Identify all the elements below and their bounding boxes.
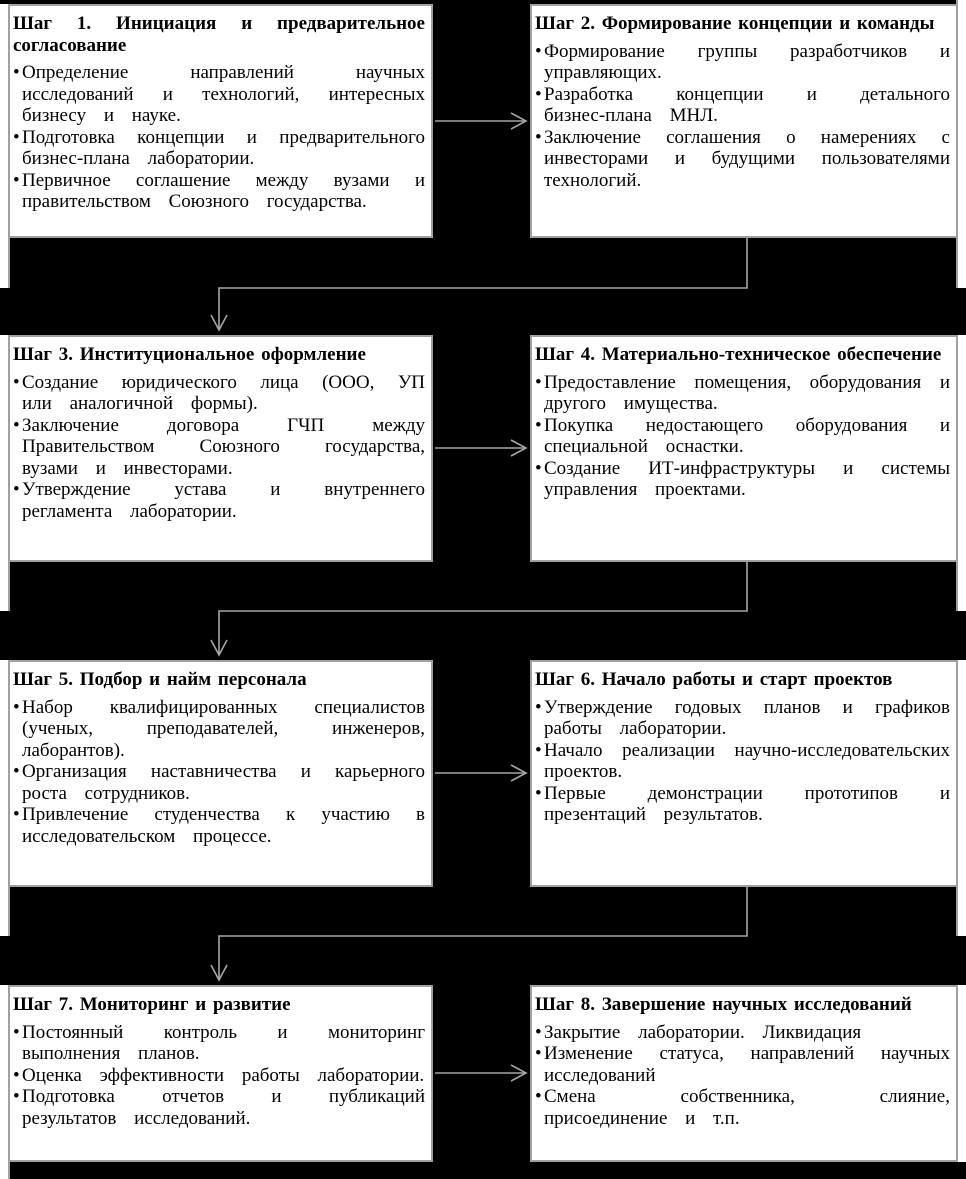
step-1-title: Шаг 1. Инициация и предварительное согласование <box>13 13 425 56</box>
step-8-title: Шаг 8. Завершение научных исследований <box>535 994 912 1015</box>
step-2-box <box>530 4 958 238</box>
step-5-box <box>8 660 433 887</box>
bullet-item: • Создание ИТ-инфраструктуры и системы управления проектами. <box>535 458 950 501</box>
bullet-item: • Начало реализации научно-исследовательских проектов. <box>535 740 950 783</box>
bullet-item: • Разработка концепции и детального бизнес-плана МНЛ. <box>535 84 950 127</box>
step-2-title: Шаг 2. Формирование концепции и команды <box>535 13 935 34</box>
bullet-item: • Организация наставничества и карьерного роста сотрудников. <box>13 761 425 804</box>
bullet-item: • Предоставление помещения, оборудования и другого имущества. <box>535 372 950 415</box>
step-3-title: Шаг 3. Институциональное оформление <box>13 344 366 365</box>
step-4-title: Шаг 4. Материально-техническое обеспечение <box>535 344 942 365</box>
step-7-title: Шаг 7. Мониторинг и развитие <box>13 994 291 1015</box>
bullet-item: • Заключение соглашения о намерениях с инвесторами и будущими пользователями технологий. <box>535 127 950 192</box>
bullet-item: • Привлечение студенчества к участию в исследовательском процессе. <box>13 804 425 847</box>
bullet-item: • Формирование группы разработчиков и управляющих. <box>535 41 950 84</box>
step-1-box <box>8 4 433 238</box>
bullet-item: • Покупка недостающего оборудования и специальной оснастки. <box>535 415 950 458</box>
bullet-item: • Оценка эффективности работы лаборатории. <box>13 1065 425 1087</box>
connector-step2-to-step3 <box>219 237 747 330</box>
bullet-item: • Создание юридического лица (ООО, УП или аналогичной формы). <box>13 372 425 415</box>
bullet-item: • Закрытие лаборатории. Ликвидация <box>535 1022 950 1044</box>
step-8-box <box>530 985 958 1162</box>
bullet-item: • Смена собственника, слияние, присоединение и т.п. <box>535 1086 950 1129</box>
step-4-box <box>530 335 958 562</box>
bullet-item: • Первые демонстрации прототипов и презентаций результатов. <box>535 783 950 826</box>
bullet-item: • Подготовка отчетов и публикаций результатов исследований. <box>13 1086 425 1129</box>
bullet-item: • Набор квалифицированных специалистов (ученых, преподавателей, инженеров, лаборантов). <box>13 697 425 762</box>
step-6-title: Шаг 6. Начало работы и старт проектов <box>535 669 893 690</box>
bullet-item: • Изменение статуса, направлений научных исследований <box>535 1043 950 1086</box>
bullet-item: • Постоянный контроль и мониторинг выполнения планов. <box>13 1022 425 1065</box>
bullet-item: • Заключение договора ГЧП между Правительством Союзного государства, вузами и инвесторами. <box>13 415 425 480</box>
bullet-item: • Утверждение годовых планов и графиков работы лаборатории. <box>535 697 950 740</box>
connector-step6-to-step7 <box>219 886 747 980</box>
bullet-item: • Первичное соглашение между вузами и правительством Союзного государства. <box>13 170 425 213</box>
connector-step4-to-step5 <box>219 561 747 655</box>
step-7-box <box>8 985 433 1162</box>
bullet-item: • Подготовка концепции и предварительного бизнес-плана лаборатории. <box>13 127 425 170</box>
step-6-box <box>530 660 958 887</box>
step-5-title: Шаг 5. Подбор и найм персонала <box>13 669 307 690</box>
bullet-item: • Утверждение устава и внутреннего регламента лаборатории. <box>13 479 425 522</box>
bullet-item: • Определение направлений научных исследований и технологий, интересных бизнесу и науке. <box>13 62 425 127</box>
step-3-box <box>8 335 433 562</box>
